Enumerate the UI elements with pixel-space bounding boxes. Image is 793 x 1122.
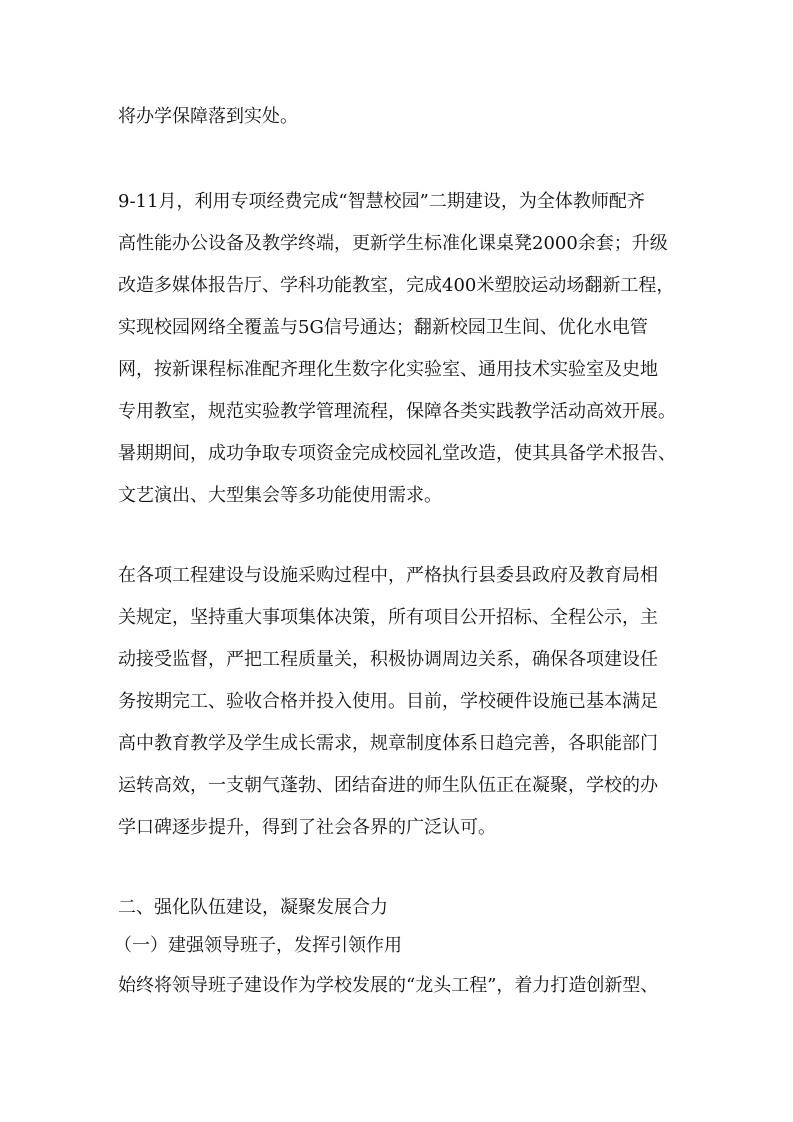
paragraph-3-line-6: 运转高效，一支朝气蓬勃、团结奋进的师生队伍正在凝聚，学校的办 [118,775,658,796]
paragraph-1-line-1: 将办学保障落到实处。 [118,106,298,127]
paragraph-4-line-1: 始终将领导班子建设作为学校发展的“龙头工程”，着力打造创新型、 [118,975,659,996]
paragraph-3-line-2: 关规定，坚持重大事项集体决策，所有项目公开招标、全程公示，主 [118,607,658,628]
paragraph-3-line-5: 高中教育教学及学生成长需求，规章制度体系日趋完善，各职能部门 [118,733,658,754]
paragraph-3-line-1: 在各项工程建设与设施采购过程中，严格执行县委县政府及教育局相 [118,565,658,586]
paragraph-2-line-7: 暑期期间，成功争取专项资金完成校园礼堂改造，使其具备学术报告、 [118,443,676,464]
paragraph-2-line-6: 专用教室，规范实验教学管理流程，保障各类实践教学活动高效开展。 [118,401,676,422]
subsection-heading-1: （一）建强领导班子，发挥引领作用 [114,935,402,956]
paragraph-2-line-3: 改造多媒体报告厅、学科功能教室，完成400米塑胶运动场翻新工程， [118,275,675,296]
paragraph-2-line-1: 9-11月，利用专项经费完成“智慧校园”二期建设，为全体教师配齐 [118,191,645,212]
paragraph-2-line-8: 文艺演出、大型集会等多功能使用需求。 [118,485,442,506]
paragraph-3-line-4: 务按期完工、验收合格并投入使用。目前，学校硬件设施已基本满足 [118,691,658,712]
paragraph-3-line-7: 学口碑逐步提升，得到了社会各界的广泛认可。 [118,817,496,838]
section-heading-2: 二、强化队伍建设，凝聚发展合力 [118,897,388,918]
paragraph-3-line-3: 动接受监督，严把工程质量关，积极协调周边关系，确保各项建设任 [118,649,658,670]
paragraph-2-line-5: 网，按新课程标准配齐理化生数字化实验室、通用技术实验室及史地 [118,359,658,380]
paragraph-2-line-4: 实现校园网络全覆盖与5G信号通达；翻新校园卫生间、优化水电管 [118,317,648,338]
paragraph-2-line-2: 高性能办公设备及教学终端，更新学生标准化课桌凳2000余套；升级 [118,233,668,254]
